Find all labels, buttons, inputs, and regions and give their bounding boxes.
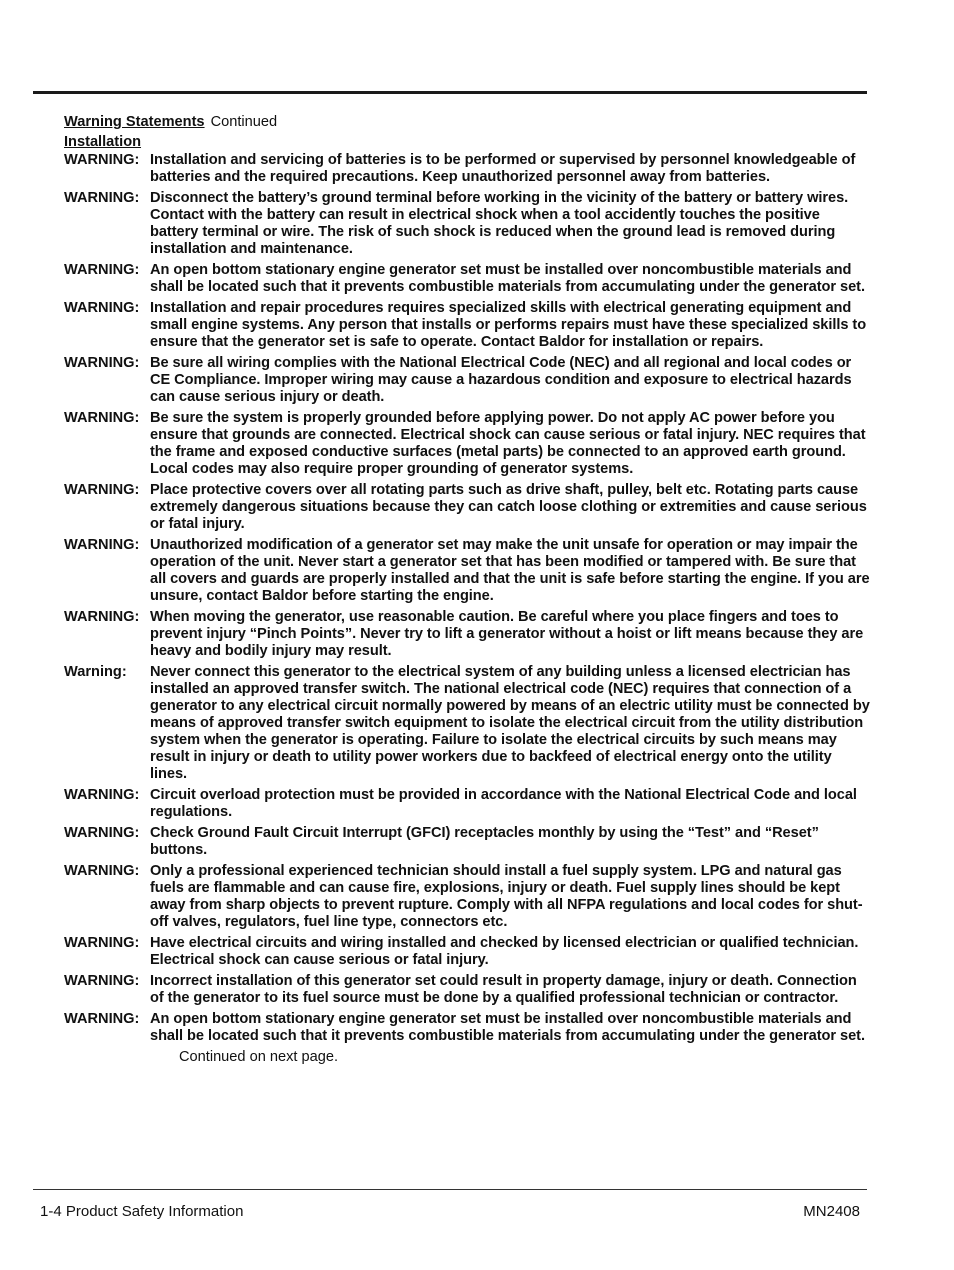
- warning-label: WARNING:: [64, 973, 140, 989]
- warning-item: [64, 935, 870, 969]
- warning-text: Be sure all wiring complies with the National Electrical Code (NEC) and all regional and local codes or CE Compliance. Improper wiring may cause a hazardous condition and exposure to electrical hazards can cause serious injury or death.: [150, 355, 852, 405]
- warning-text: Check Ground Fault Circuit Interrupt (GFCI) receptacles monthly by using the “Test” and “Reset” buttons.: [150, 825, 819, 858]
- warning-item: [64, 262, 870, 296]
- warning-label: WARNING:: [64, 787, 140, 803]
- warning-item: [64, 300, 870, 351]
- warning-text: When moving the generator, use reasonable caution. Be careful where you place fingers and toes to prevent injury “Pinch Points”. Never try to lift a generator without a hoist or lift means because they are heavy and bodily injury may result.: [150, 609, 864, 659]
- subsection-title: Installation: [64, 134, 142, 150]
- warning-text: Only a professional experienced technician should install a fuel supply system. LPG and natural gas fuels are flammable and can cause fire, explosions, injury or death. Fuel supply lines should be kept away from sharp objects to prevent rupture. Comply with all NFPA regulations and local codes for shut-off valves, regulators, fuel line type, connectors etc.: [150, 863, 863, 930]
- warning-text: Installation and servicing of batteries is to be performed or supervised by personnel knowledgeable of batteries and the required precautions. Keep unauthorized personnel away from batteries.: [150, 152, 856, 185]
- warning-item: [64, 609, 870, 660]
- continued-next-page: Continued on next page.: [179, 1049, 339, 1065]
- warning-item: [64, 152, 870, 186]
- warning-text: Circuit overload protection must be provided in accordance with the National Electrical Code and local regulations.: [150, 787, 857, 820]
- warning-label: WARNING:: [64, 1011, 140, 1027]
- warning-label: Warning:: [64, 664, 127, 680]
- warning-label: WARNING:: [64, 300, 140, 316]
- warning-list: [64, 152, 870, 1045]
- warning-label: WARNING:: [64, 152, 140, 168]
- warning-text: An open bottom stationary engine generator set must be installed over noncombustible materials and shall be located such that it prevents combustible materials from accumulating under the generator set.: [150, 262, 865, 295]
- top-rule: [33, 91, 867, 94]
- bottom-rule: [33, 1189, 867, 1190]
- section-header: [64, 112, 870, 132]
- warning-text: Incorrect installation of this generator set could result in property damage, injury or death. Connection of the generator to its fuel source must be done by a qualified professional technician or contractor.: [150, 973, 857, 1006]
- warning-label: WARNING:: [64, 537, 140, 553]
- warning-text: Never connect this generator to the electrical system of any building unless a licensed electrician has installed an approved transfer switch. The national electrical code (NEC) requires that connection of a generator to any electrical circuit normally powered by means of an electric utility must be connected by means of approved transfer switch equipment to isolate the electrical circuit from the utility distribution system when the generator is operating. Failure to isolate the electrical circuits by such means may result in injury or death to utility power workers due to backfeed of electrical energy onto the utility lines.: [150, 664, 870, 782]
- warning-text: Unauthorized modification of a generator set may make the unit unsafe for operation or may impair the operation of the unit. Never start a generator set that has been modified or tampered with. Be sure that all covers and guards are properly installed and that the unit is safe before starting the engine. If you are unsure, contact Baldor before starting the engine.: [150, 537, 870, 604]
- warning-label: WARNING:: [64, 935, 140, 951]
- warning-text: Be sure the system is properly grounded before applying power. Do not apply AC power before you ensure that grounds are connected. Electrical shock can cause serious or fatal injury. NEC requires that the frame and exposed conductive surfaces (metal parts) be connected to an approved earth ground. Local codes may also require proper grounding of generator systems.: [150, 410, 866, 477]
- warning-item: [64, 1011, 870, 1045]
- continued-label: Continued: [210, 114, 278, 130]
- warning-label: WARNING:: [64, 410, 140, 426]
- warning-text: Installation and repair procedures requires specialized skills with electrical generating equipment and small engine systems. Any person that installs or performs repairs must have these specialized skills to ensure that the generator set is safe to operate. Contact Baldor for installation or repairs.: [150, 300, 867, 350]
- warning-item: [64, 482, 870, 533]
- warning-label: WARNING:: [64, 355, 140, 371]
- warning-item: [64, 355, 870, 406]
- warning-item: [64, 787, 870, 821]
- footer-doc-number: MN2408: [803, 1203, 860, 1220]
- warning-label: WARNING:: [64, 262, 140, 278]
- warning-label: WARNING:: [64, 609, 140, 625]
- warning-label: WARNING:: [64, 482, 140, 498]
- warning-item: [64, 863, 870, 931]
- footer-page-label: 1-4 Product Safety Information: [40, 1203, 244, 1220]
- warning-item: [64, 973, 870, 1007]
- warning-text: An open bottom stationary engine generator set must be installed over noncombustible materials and shall be located such that it prevents combustible materials from accumulating under the generator set.: [150, 1011, 865, 1044]
- warning-label: WARNING:: [64, 863, 140, 879]
- warning-label: WARNING:: [64, 825, 140, 841]
- document-body: [64, 112, 870, 1066]
- warning-item: [64, 825, 870, 859]
- warning-text: Place protective covers over all rotating parts such as drive shaft, pulley, belt etc. Rotating parts cause extremely dangerous situations because they can catch loose clothing or extremities and cause serious or fatal injury.: [150, 482, 867, 532]
- warning-item: [64, 410, 870, 478]
- warning-item: [64, 537, 870, 605]
- warning-text: Disconnect the battery’s ground terminal before working in the vicinity of the battery or battery wires. Contact with the battery can result in electrical shock when a tool accidently touches the positive battery terminal or wire. The risk of such shock is reduced when the ground lead is removed during installation and maintenance.: [150, 190, 849, 257]
- warning-item: [64, 664, 870, 783]
- section-title: Warning Statements: [64, 114, 205, 130]
- warning-label: WARNING:: [64, 190, 140, 206]
- warning-text: Have electrical circuits and wiring installed and checked by licensed electrician or qualified technician. Electrical shock can cause serious or fatal injury.: [150, 935, 859, 968]
- warning-item: [64, 190, 870, 258]
